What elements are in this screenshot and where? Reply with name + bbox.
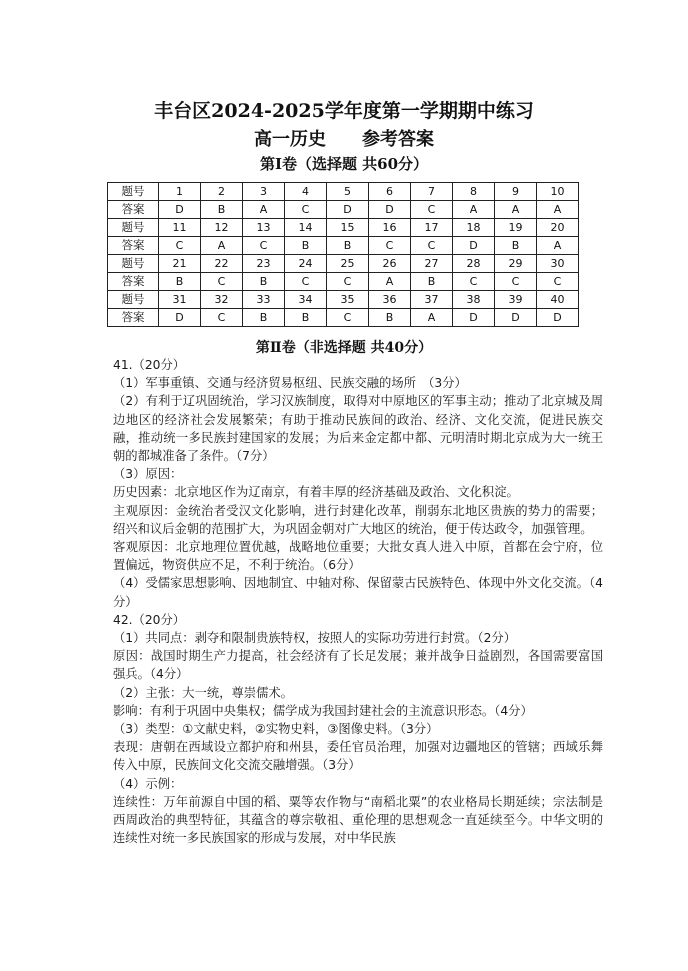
answer-cell: A — [537, 237, 579, 255]
question-number-cell: 16 — [369, 219, 411, 237]
answer-paragraph: （2）主张：大一统，尊崇儒术。 — [113, 685, 293, 700]
answer-paragraph: 原因：战国时期生产力提高，社会经济有了长足发展；兼并战争日益剧烈，各国需要富国强兵。（4分） — [113, 649, 603, 682]
answer-paragraph: 连续性：万年前源自中国的稻、粟等农作物与“南稻北粟”的农业格局长期延续；宗法制是西周政治的典型特征，其蕴含的尊宗敬祖、重伦理的思想观念一直延续至今。中华文明的连续性对统一多民族国家的形成与发展，对中华民族 — [113, 794, 603, 846]
answer-paragraph: 表现：唐朝在西域设立都护府和州县，委任官员治理，加强对边疆地区的管辖；西域乐舞传入中原，民族间文化交流交融增强。（3分） — [113, 740, 603, 773]
question-number-cell: 34 — [285, 291, 327, 309]
answer-row — [108, 309, 579, 327]
question-number-cell: 8 — [453, 183, 495, 201]
answer-cell: C — [537, 273, 579, 291]
answer-cell: B — [285, 309, 327, 327]
answer-label-cell: 答案 — [108, 273, 159, 291]
question-number-cell: 19 — [495, 219, 537, 237]
question-number-cell: 24 — [285, 255, 327, 273]
question-number-cell: 13 — [243, 219, 285, 237]
question-number-cell: 37 — [411, 291, 453, 309]
question-number-cell: 1 — [159, 183, 201, 201]
question-number-row — [108, 291, 579, 309]
answer-table-body — [108, 183, 579, 327]
answer-cell: D — [453, 237, 495, 255]
answer-paragraph: 41.（20分） — [113, 358, 186, 372]
question-number-row — [108, 219, 579, 237]
answer-cell: C — [201, 309, 243, 327]
question-number-cell: 35 — [327, 291, 369, 309]
answer-cell: A — [537, 201, 579, 219]
question-number-cell: 33 — [243, 291, 285, 309]
question-number-label: 题号 — [108, 291, 159, 309]
question-number-cell: 29 — [495, 255, 537, 273]
answer-cell: B — [243, 273, 285, 291]
answer-paragraph: （2）有利于辽巩固统治，学习汉族制度，取得对中原地区的军事主动；推动了北京城及周边地区的经济社会发展繁荣；有助于推动民族间的政治、经济、文化交流，促进民族交融，推动统一多民族封建国家的发展；为后来金定都中都、元明清时期北京成为大一统王朝的都城准备了条件。（7分） — [113, 394, 603, 464]
answer-cell: C — [369, 237, 411, 255]
answer-cell: C — [285, 273, 327, 291]
question-number-cell: 2 — [201, 183, 243, 201]
question-number-cell: 23 — [243, 255, 285, 273]
question-number-cell: 3 — [243, 183, 285, 201]
answer-cell: C — [411, 201, 453, 219]
answer-paragraph: （4）受儒家思想影响、因地制宜、中轴对称、保留蒙古民族特色、体现中外文化交流。（4分） — [113, 576, 603, 609]
answer-cell: C — [453, 273, 495, 291]
question-number-cell: 21 — [159, 255, 201, 273]
question-number-label: 题号 — [108, 219, 159, 237]
document-title: 丰台区2024-2025学年度第一学期期中练习 — [154, 100, 534, 122]
answer-cell: A — [243, 201, 285, 219]
question-number-cell: 6 — [369, 183, 411, 201]
answer-row — [108, 237, 579, 255]
answer-paragraph: 影响：有利于巩固中央集权；儒学成为我国封建社会的主流意识形态。（4分） — [113, 703, 533, 718]
question-number-cell: 36 — [369, 291, 411, 309]
answer-paragraph: （3）类型：①文献史料，②实物史料，③图像史料。（3分） — [113, 722, 439, 737]
answer-paragraph: 客观原因：北京地理位置优越，战略地位重要；大批女真人进入中原，首都在会宁府，位置偏远，物资供应不足，不利于统治。（6分） — [113, 540, 603, 573]
answer-paragraph: （1）军事重镇、交通与经济贸易枢纽、民族交融的场所 （3分） — [113, 376, 467, 391]
answer-cell: B — [495, 237, 537, 255]
question-number-cell: 9 — [495, 183, 537, 201]
answer-label-cell: 答案 — [108, 201, 159, 219]
question-number-cell: 38 — [453, 291, 495, 309]
answer-row — [108, 201, 579, 219]
answer-cell: B — [285, 237, 327, 255]
question-number-cell: 5 — [327, 183, 369, 201]
answer-cell: B — [369, 309, 411, 327]
answer-cell: C — [285, 201, 327, 219]
question-number-cell: 10 — [537, 183, 579, 201]
answer-cell: B — [159, 273, 201, 291]
answer-content — [113, 356, 603, 847]
question-number-cell: 32 — [201, 291, 243, 309]
answer-label: 参考答案 — [362, 129, 434, 150]
answer-cell: C — [327, 309, 369, 327]
question-number-cell: 22 — [201, 255, 243, 273]
answer-cell: A — [411, 309, 453, 327]
answer-paragraph: 主观原因：金统治者受汉文化影响，进行封建化改革，削弱东北地区贵族的势力的需要；绍兴和议后金朝的范围扩大，为巩固金朝对广大地区的统治，便于传达政令，加强管理。 — [113, 503, 603, 536]
question-number-cell: 14 — [285, 219, 327, 237]
document-subtitle — [0, 125, 688, 151]
answer-cell: D — [495, 309, 537, 327]
answer-cell: D — [159, 201, 201, 219]
answer-cell: C — [495, 273, 537, 291]
answer-cell: C — [327, 273, 369, 291]
answer-cell: C — [159, 237, 201, 255]
question-number-cell: 27 — [411, 255, 453, 273]
subject-label: 高一历史 — [254, 129, 326, 150]
answer-cell: C — [243, 237, 285, 255]
answer-paragraph: （3）原因： — [113, 467, 183, 482]
answer-paragraph: （4）示例： — [113, 776, 183, 791]
section-1-heading: 第Ⅰ卷（选择题 共60分） — [259, 155, 429, 173]
answer-cell: D — [537, 309, 579, 327]
answer-cell: C — [201, 273, 243, 291]
question-number-cell: 31 — [159, 291, 201, 309]
question-number-cell: 7 — [411, 183, 453, 201]
answer-cell: B — [201, 201, 243, 219]
answer-cell: D — [327, 201, 369, 219]
question-number-cell: 28 — [453, 255, 495, 273]
answer-cell: C — [411, 237, 453, 255]
answer-cell: A — [369, 273, 411, 291]
answer-paragraph: 历史因素：北京地区作为辽南京，有着丰厚的经济基础及政治、文化积淀。 — [113, 485, 519, 500]
answer-label-cell: 答案 — [108, 237, 159, 255]
answer-label-cell: 答案 — [108, 309, 159, 327]
section-2-heading: 第Ⅱ卷（非选择题 共40分） — [255, 340, 433, 356]
question-number-cell: 11 — [159, 219, 201, 237]
answer-cell: A — [495, 201, 537, 219]
answer-cell: D — [453, 309, 495, 327]
question-number-cell: 20 — [537, 219, 579, 237]
question-number-cell: 39 — [495, 291, 537, 309]
answer-cell: D — [159, 309, 201, 327]
answer-row — [108, 273, 579, 291]
answer-cell: B — [243, 309, 285, 327]
answer-paragraph: （1）共同点：剥夺和限制贵族特权，按照人的实际功劳进行封赏。（2分） — [113, 631, 516, 646]
question-number-cell: 18 — [453, 219, 495, 237]
answer-table — [107, 182, 579, 327]
answer-cell: B — [411, 273, 453, 291]
answer-cell: A — [453, 201, 495, 219]
question-number-label: 题号 — [108, 183, 159, 201]
question-number-cell: 30 — [537, 255, 579, 273]
question-number-cell: 25 — [327, 255, 369, 273]
question-number-cell: 17 — [411, 219, 453, 237]
answer-cell: D — [369, 201, 411, 219]
question-number-row — [108, 183, 579, 201]
question-number-cell: 12 — [201, 219, 243, 237]
question-number-cell: 26 — [369, 255, 411, 273]
answer-paragraph: 42.（20分） — [113, 612, 186, 627]
question-number-label: 题号 — [108, 255, 159, 273]
question-number-row — [108, 255, 579, 273]
question-number-cell: 40 — [537, 291, 579, 309]
question-number-cell: 4 — [285, 183, 327, 201]
question-number-cell: 15 — [327, 219, 369, 237]
answer-cell: B — [327, 237, 369, 255]
answer-cell: A — [201, 237, 243, 255]
